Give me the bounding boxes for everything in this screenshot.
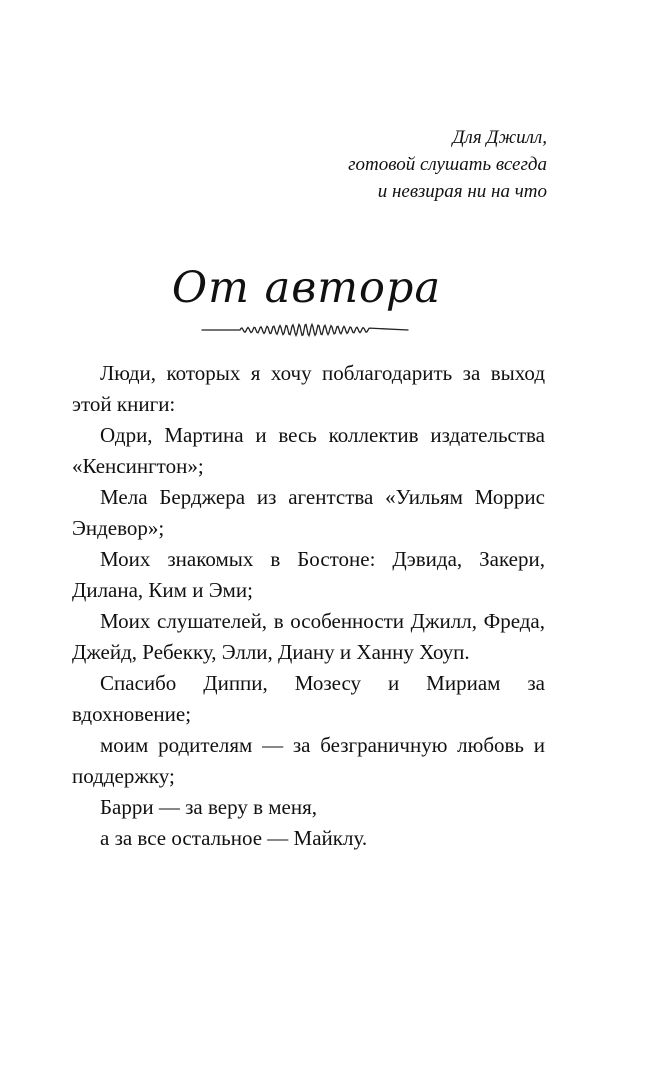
wavy-divider-ornament xyxy=(200,318,410,338)
acknowledgement-paragraph: моим родителям — за безграничную любовь и поддержку; xyxy=(72,733,545,788)
acknowledgement-paragraph: Спасибо Диппи, Мозесу и Мириам за вдохновение; xyxy=(72,671,545,726)
dedication-line: и невзирая ни на что xyxy=(377,181,547,202)
acknowledgement-paragraph: Одри, Мартина и весь коллектив издательства «Кенсингтон»; xyxy=(72,423,545,478)
acknowledgement-paragraph: Моих знакомых в Бостоне: Дэвида, Закери, Дилана, Ким и Эми; xyxy=(72,547,545,602)
section-heading: От автора xyxy=(171,263,442,313)
dedication-line: готовой слушать всегда xyxy=(348,154,547,175)
dedication-epigraph xyxy=(348,124,547,205)
dedication-line: Для Джилл, xyxy=(452,127,547,148)
acknowledgement-paragraph: а за все остальное — Майклу. xyxy=(100,826,368,850)
acknowledgement-paragraph: Моих слушателей, в особенности Джилл, Фреда, Джейд, Ребекку, Элли, Диану и Ханну Хоуп. xyxy=(72,609,545,664)
acknowledgements-text xyxy=(72,358,545,854)
acknowledgement-paragraph: Мела Берджера из агентства «Уильям Моррис Эндевор»; xyxy=(72,485,545,540)
acknowledgement-paragraph: Люди, которых я хочу поблагодарить за выход этой книги: xyxy=(72,361,545,416)
acknowledgement-paragraph: Барри — за веру в меня, xyxy=(100,795,317,819)
